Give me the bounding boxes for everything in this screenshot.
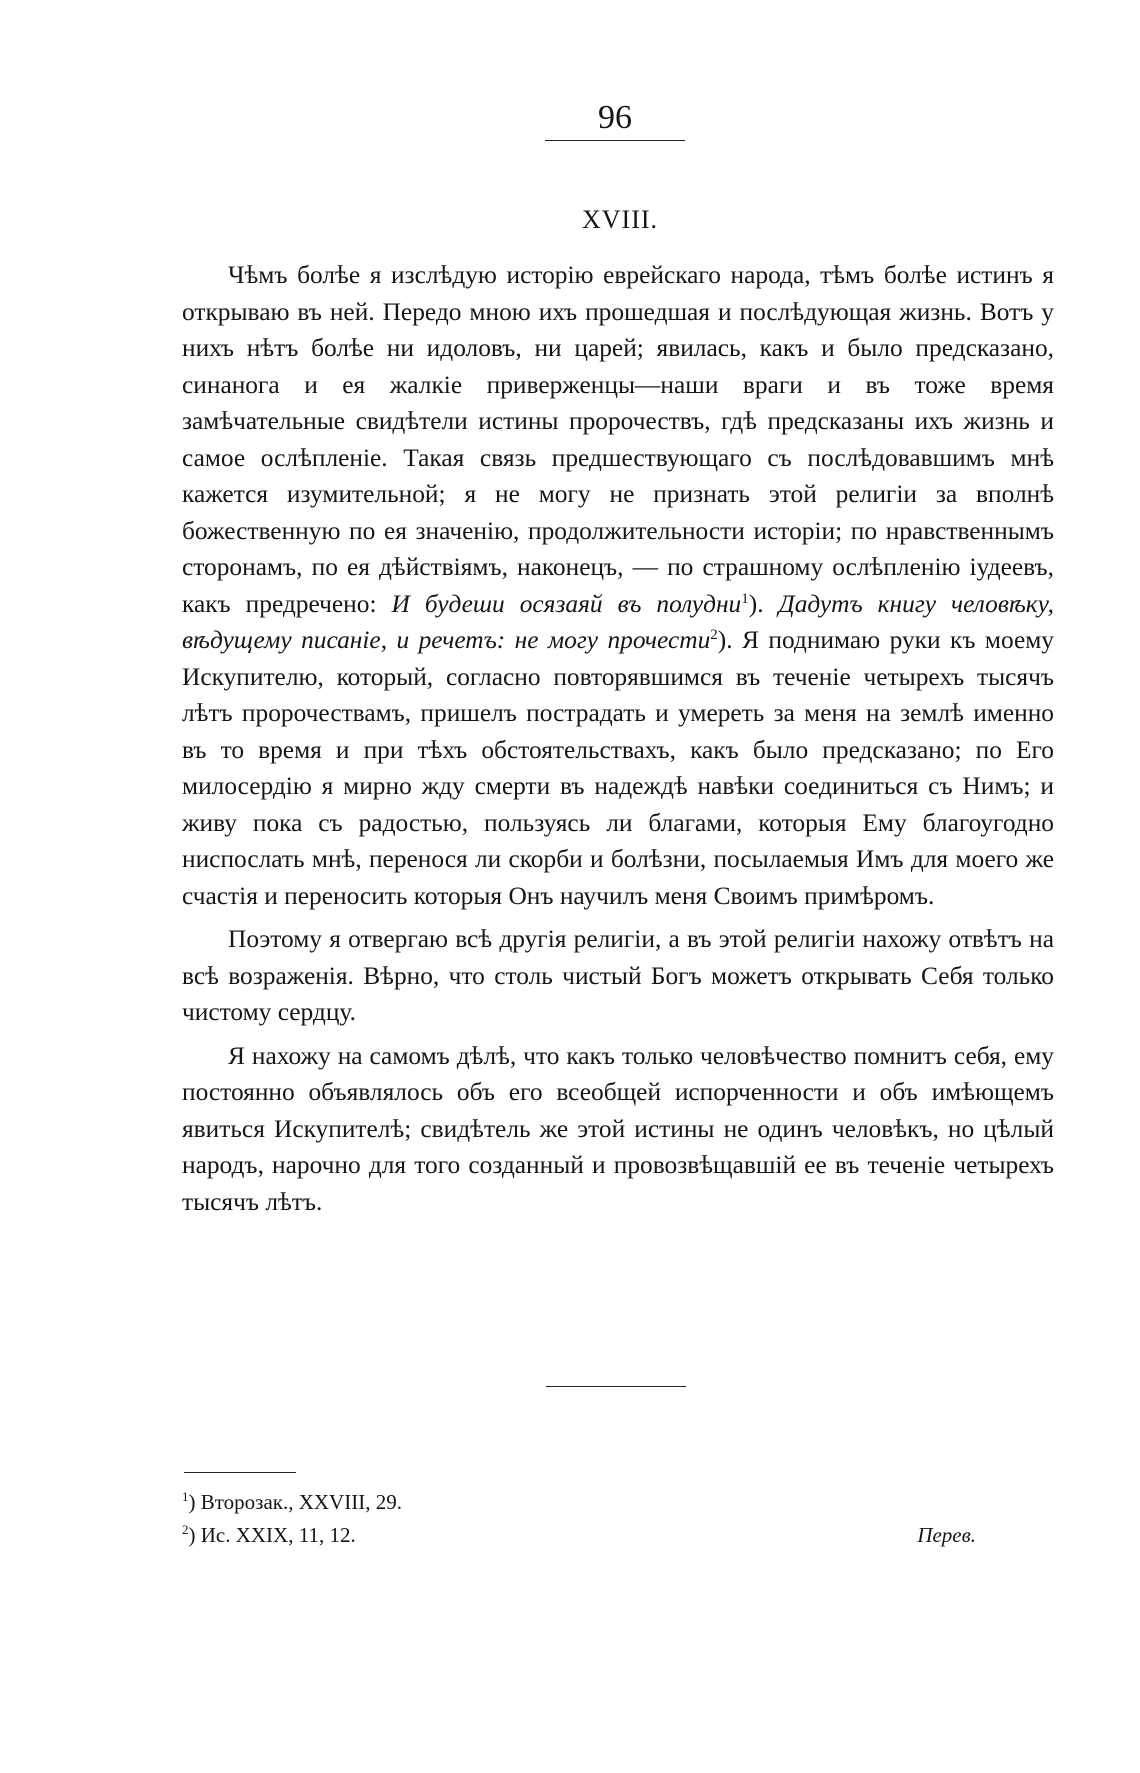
text-run: ). <box>748 589 779 618</box>
translator-note: Перев. <box>917 1523 976 1547</box>
end-rule <box>546 1386 686 1387</box>
footnotes <box>182 1486 1042 1552</box>
footnote-reference: 1 <box>741 590 749 607</box>
footnote-1 <box>182 1486 1042 1519</box>
text-run: Чѣмъ болѣе я изслѣдую исторію еврейскаго народа, тѣмъ болѣе истинъ я открываю въ ней. Передо мною ихъ прошедшая и послѣдующая жизнь. Вотъ у нихъ нѣтъ болѣе ни идоловъ, ни царей; явилась, какъ и было предсказано, синанога и ея жалкіе приверженцы—наши враги и въ тоже время замѣчательные свидѣтели истины пророчествъ, гдѣ предсказаны ихъ жизнь и самое ослѣпленіе. Такая связь предшествующаго съ послѣдовавшимъ мнѣ кажется изумительной; я не могу не признать этой религіи за вполнѣ божественную по ея значенію, продолжительности исторіи; по нравственнымъ сторонамъ, по ея дѣйствіямъ, наконецъ, — по страшному ослѣпленію іудеевъ, какъ предречено: <box>182 261 1054 618</box>
footnote-marker: 2 <box>182 1522 189 1537</box>
footnote-marker: 1 <box>182 1489 189 1504</box>
scripture-quote: Дадутъ книгу человѣку, вѣдущему писаніе, и речетъ: не могу прочести <box>182 589 1055 654</box>
text-run: ). Я поднимаю руки къ моему Искупителю, который, согласно повторявшимся въ теченіе четырехъ тысячъ лѣтъ пророчествамъ, пришелъ пострадать и умереть за меня на землѣ именно въ то время и при тѣхъ обстоятельствахъ, какъ было предсказано; по Его милосердію я мирно жду смерти въ надеждѣ навѣки соединиться съ Нимъ; и живу пока съ радостью, пользуясь ли благами, которыя Ему благоугодно ниспослать мнѣ, перенося ли скорби и болѣзни, посылаемыя Имъ для моего же счастія и переносить которыя Онъ научилъ меня Своимъ примѣромъ. <box>182 626 1054 910</box>
footnote-2 <box>182 1519 1042 1552</box>
paragraph <box>182 257 1054 914</box>
footnote-text: ) Ис. XXIX, 11, 12. <box>188 1523 356 1547</box>
paragraph <box>182 921 1054 1031</box>
paragraph <box>182 1038 1054 1221</box>
page-number-rule <box>545 140 685 141</box>
text-run: Поэтому я отвергаю всѣ другія религіи, а въ этой религіи нахожу отвѣтъ на всѣ возраженія. Вѣрно, что столь чистый Богъ можетъ открывать Себя только чистому сердцу. <box>182 925 1054 1026</box>
body-text <box>182 257 1054 1227</box>
text-run: Я нахожу на самомъ дѣлѣ, что какъ только человѣчество помнитъ себя, ему постоянно объявлялось объ его всеобщей испорченности и объ имѣющемъ явиться Искупителѣ; свидѣтель же этой истины не одинъ человѣкъ, но цѣлый народъ, нарочно для того созданный и провозвѣщавшій ее въ теченіе четырехъ тысячъ лѣтъ. <box>182 1041 1054 1216</box>
scripture-quote: И будеши осязаяй въ полудни <box>391 589 742 618</box>
chapter-title: XVIII. <box>581 205 659 234</box>
footnote-text: ) Второзак., XXVIII, 29. <box>188 1490 402 1514</box>
footnote-rule <box>184 1472 296 1473</box>
footnote-reference: 2 <box>710 627 718 643</box>
page-number: 96 <box>598 99 632 136</box>
